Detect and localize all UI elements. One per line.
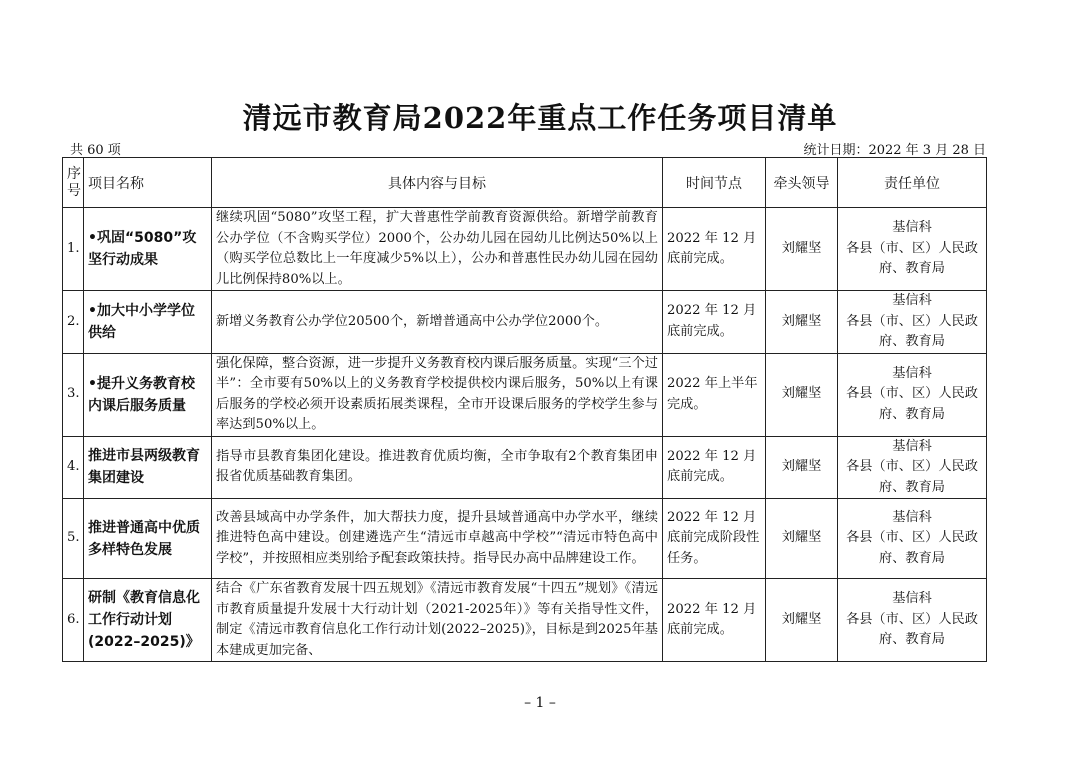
table-header-row <box>63 158 987 208</box>
unit-secondary: 各县（市、区）人民政府、教育局 <box>846 386 978 422</box>
unit-secondary: 各县（市、区）人民政府、教育局 <box>846 530 978 566</box>
table-row <box>63 208 987 291</box>
page-number: – 1 – <box>524 695 556 711</box>
row-leader: 刘耀坚 <box>766 436 838 499</box>
header-time: 时间节点 <box>663 158 766 208</box>
task-table <box>62 157 987 662</box>
table-row <box>63 499 987 579</box>
row-no: 2. <box>63 291 84 354</box>
row-time: 2022 年 12 月底前完成。 <box>663 208 766 291</box>
row-leader: 刘耀坚 <box>766 291 838 354</box>
row-content: 指导市县教育集团化建设。推进教育优质均衡，全市争取有2个教育集团申报省优质基础教育集团。 <box>212 436 663 499</box>
row-content: 继续巩固“5080”攻坚工程，扩大普惠性学前教育资源供给。新增学前教育公办学位（不含购买学位）2000个，公办幼儿园在园幼儿比例达50%以上（购买学位总数比上一年度减少5%以上），公办和普惠性民办幼儿园在园幼儿比例保持80%以上。 <box>212 208 663 291</box>
row-content: 强化保障，整合资源，进一步提升义务教育校内课后服务质量。实现“三个过半”：全市要有50%以上的义务教育学校提供校内课后服务，50%以上有课后服务的学校必须开设素质拓展类课程，全市开设课后服务的学校学生参与率达到50%以上。 <box>212 353 663 436</box>
row-time: 2022 年 12 月底前完成。 <box>663 579 766 662</box>
row-unit <box>838 436 987 499</box>
unit-secondary: 各县（市、区）人民政府、教育局 <box>846 240 978 277</box>
unit-secondary: 各县（市、区）人民政府、教育局 <box>846 459 978 495</box>
row-name: •提升义务教育校内课后服务质量 <box>84 353 212 436</box>
row-unit <box>838 499 987 579</box>
total-count: 共 60 项 <box>70 143 121 158</box>
row-no: 4. <box>63 436 84 499</box>
row-content: 结合《广东省教育发展十四五规划》《清远市教育发展“十四五”规划》《清远市教育质量提升发展十大行动计划（2021-2025年）》等有关指导性文件，制定《清远市教育信息化工作行动计划(2022–2025)》，目标是到2025年基本建成更加完备、 <box>212 579 663 662</box>
table-row <box>63 436 987 499</box>
row-content: 改善县域高中办学条件，加大帮扶力度，提升县域普通高中办学水平，继续推进特色高中建设。创建遴选产生“清远市卓越高中学校”“清远市特色高中学校”，并按照相应类别给予配套政策扶持。指导民办高中品牌建设工作。 <box>212 499 663 579</box>
table-row <box>63 291 987 354</box>
row-no: 5. <box>63 499 84 579</box>
row-leader: 刘耀坚 <box>766 499 838 579</box>
header-name: 项目名称 <box>84 158 212 208</box>
unit-primary: 基信科 <box>892 293 932 308</box>
row-leader: 刘耀坚 <box>766 208 838 291</box>
row-no: 3. <box>63 353 84 436</box>
row-name: •加大中小学学位供给 <box>84 291 212 354</box>
header-no: 序号 <box>63 158 84 208</box>
unit-primary: 基信科 <box>892 509 932 525</box>
row-unit <box>838 579 987 662</box>
stat-date: 统计日期：2022 年 3 月 28 日 <box>803 143 986 158</box>
unit-primary: 基信科 <box>892 591 932 607</box>
row-leader: 刘耀坚 <box>766 579 838 662</box>
row-name: •巩固“5080”攻坚行动成果 <box>84 208 212 291</box>
header-unit: 责任单位 <box>838 158 987 208</box>
row-name: 推进普通高中优质多样特色发展 <box>84 499 212 579</box>
row-content: 新增义务教育公办学位20500个，新增普通高中公办学位2000个。 <box>212 291 663 354</box>
unit-primary: 基信科 <box>892 220 932 236</box>
unit-secondary: 各县（市、区）人民政府、教育局 <box>846 611 978 648</box>
unit-primary: 基信科 <box>892 365 932 381</box>
row-no: 6. <box>63 579 84 662</box>
header-leader: 牵头领导 <box>766 158 838 208</box>
row-name: 推进市县两级教育集团建设 <box>84 436 212 499</box>
row-time: 2022 年 12 月底前完成阶段性任务。 <box>663 499 766 579</box>
row-unit <box>838 208 987 291</box>
header-content: 具体内容与目标 <box>212 158 663 208</box>
table-row <box>63 579 987 662</box>
row-no: 1. <box>63 208 84 291</box>
row-leader: 刘耀坚 <box>766 353 838 436</box>
unit-primary: 基信科 <box>892 438 932 454</box>
unit-secondary: 各县（市、区）人民政府、教育局 <box>846 313 978 349</box>
row-time: 2022 年 12 月底前完成。 <box>663 291 766 354</box>
row-time: 2022 年上半年完成。 <box>663 353 766 436</box>
row-name: 研制《教育信息化工作行动计划(2022–2025)》 <box>84 579 212 662</box>
row-time: 2022 年 12 月底前完成。 <box>663 436 766 499</box>
row-unit <box>838 353 987 436</box>
table-row <box>63 353 987 436</box>
row-unit <box>838 291 987 354</box>
document-title: 清远市教育局2022年重点工作任务项目清单 <box>242 101 838 135</box>
